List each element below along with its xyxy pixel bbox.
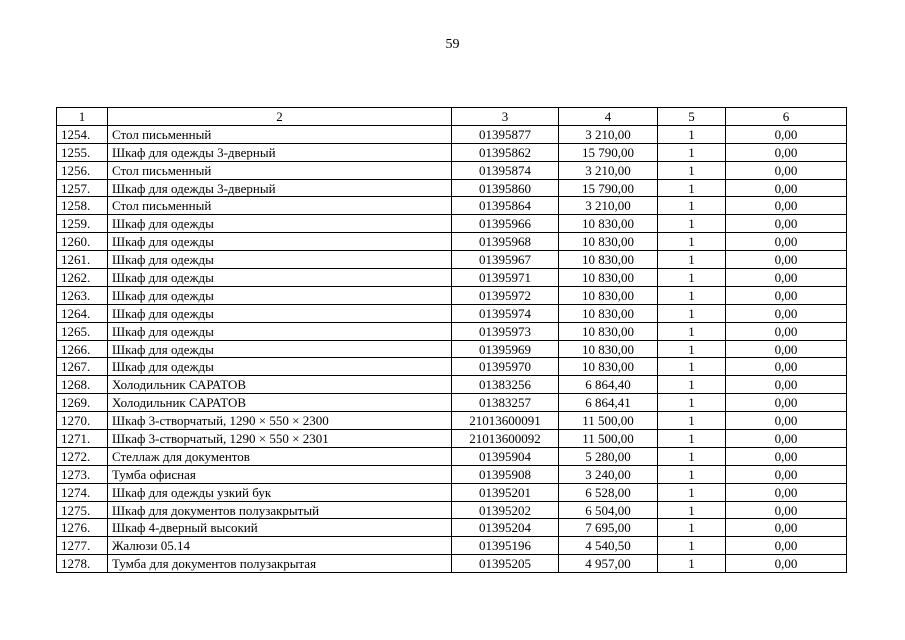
inventory-code-cell: 21013600092 bbox=[452, 430, 559, 448]
quantity-cell: 1 bbox=[658, 376, 726, 394]
row-number-cell: 1260. bbox=[57, 233, 108, 251]
item-name-cell: Шкаф для одежды 3-дверный bbox=[108, 143, 452, 161]
row-number-cell: 1272. bbox=[57, 447, 108, 465]
price-cell: 3 210,00 bbox=[559, 197, 658, 215]
row-number-cell: 1273. bbox=[57, 465, 108, 483]
residual-value-cell: 0,00 bbox=[726, 269, 847, 287]
header-col-5: 5 bbox=[658, 108, 726, 126]
row-number-cell: 1263. bbox=[57, 286, 108, 304]
quantity-cell: 1 bbox=[658, 286, 726, 304]
row-number-cell: 1268. bbox=[57, 376, 108, 394]
quantity-cell: 1 bbox=[658, 269, 726, 287]
row-number-cell: 1262. bbox=[57, 269, 108, 287]
price-cell: 10 830,00 bbox=[559, 322, 658, 340]
price-cell: 4 540,50 bbox=[559, 537, 658, 555]
price-cell: 6 864,40 bbox=[559, 376, 658, 394]
quantity-cell: 1 bbox=[658, 215, 726, 233]
table-header-row bbox=[57, 108, 847, 126]
item-name-cell: Шкаф для одежды bbox=[108, 269, 452, 287]
residual-value-cell: 0,00 bbox=[726, 430, 847, 448]
table-row bbox=[57, 501, 847, 519]
table-row bbox=[57, 286, 847, 304]
row-number-cell: 1267. bbox=[57, 358, 108, 376]
quantity-cell: 1 bbox=[658, 143, 726, 161]
price-cell: 3 210,00 bbox=[559, 125, 658, 143]
inventory-code-cell: 01395860 bbox=[452, 179, 559, 197]
price-cell: 11 500,00 bbox=[559, 430, 658, 448]
inventory-code-cell: 01395973 bbox=[452, 322, 559, 340]
inventory-code-cell: 01395908 bbox=[452, 465, 559, 483]
page-number: 59 bbox=[445, 37, 460, 52]
inventory-code-cell: 01395204 bbox=[452, 519, 559, 537]
price-cell: 6 528,00 bbox=[559, 483, 658, 501]
item-name-cell: Шкаф 3-створчатый, 1290 × 550 × 2300 bbox=[108, 412, 452, 430]
inventory-code-cell: 21013600091 bbox=[452, 412, 559, 430]
inventory-code-cell: 01395874 bbox=[452, 161, 559, 179]
quantity-cell: 1 bbox=[658, 251, 726, 269]
table-row bbox=[57, 537, 847, 555]
residual-value-cell: 0,00 bbox=[726, 501, 847, 519]
price-cell: 3 210,00 bbox=[559, 161, 658, 179]
item-name-cell: Шкаф для документов полузакрытый bbox=[108, 501, 452, 519]
table-row bbox=[57, 233, 847, 251]
inventory-code-cell: 01395196 bbox=[452, 537, 559, 555]
residual-value-cell: 0,00 bbox=[726, 322, 847, 340]
item-name-cell: Тумба офисная bbox=[108, 465, 452, 483]
row-number-cell: 1277. bbox=[57, 537, 108, 555]
residual-value-cell: 0,00 bbox=[726, 465, 847, 483]
item-name-cell: Шкаф для одежды bbox=[108, 286, 452, 304]
quantity-cell: 1 bbox=[658, 501, 726, 519]
item-name-cell: Шкаф для одежды bbox=[108, 304, 452, 322]
row-number-cell: 1271. bbox=[57, 430, 108, 448]
residual-value-cell: 0,00 bbox=[726, 519, 847, 537]
row-number-cell: 1275. bbox=[57, 501, 108, 519]
table-row bbox=[57, 143, 847, 161]
header-col-1: 1 bbox=[57, 108, 108, 126]
quantity-cell: 1 bbox=[658, 340, 726, 358]
table-body bbox=[57, 125, 847, 572]
inventory-code-cell: 01383256 bbox=[452, 376, 559, 394]
quantity-cell: 1 bbox=[658, 304, 726, 322]
quantity-cell: 1 bbox=[658, 465, 726, 483]
residual-value-cell: 0,00 bbox=[726, 340, 847, 358]
price-cell: 10 830,00 bbox=[559, 269, 658, 287]
item-name-cell: Жалюзи 05.14 bbox=[108, 537, 452, 555]
row-number-cell: 1259. bbox=[57, 215, 108, 233]
inventory-code-cell: 01395202 bbox=[452, 501, 559, 519]
inventory-code-cell: 01395968 bbox=[452, 233, 559, 251]
table-row bbox=[57, 251, 847, 269]
price-cell: 10 830,00 bbox=[559, 251, 658, 269]
inventory-code-cell: 01395904 bbox=[452, 447, 559, 465]
price-cell: 7 695,00 bbox=[559, 519, 658, 537]
row-number-cell: 1276. bbox=[57, 519, 108, 537]
inventory-code-cell: 01395862 bbox=[452, 143, 559, 161]
table-row bbox=[57, 465, 847, 483]
item-name-cell: Холодильник САРАТОВ bbox=[108, 394, 452, 412]
row-number-cell: 1265. bbox=[57, 322, 108, 340]
inventory-code-cell: 01395971 bbox=[452, 269, 559, 287]
price-cell: 11 500,00 bbox=[559, 412, 658, 430]
row-number-cell: 1254. bbox=[57, 125, 108, 143]
residual-value-cell: 0,00 bbox=[726, 233, 847, 251]
inventory-table bbox=[56, 107, 847, 573]
table-row bbox=[57, 376, 847, 394]
row-number-cell: 1269. bbox=[57, 394, 108, 412]
quantity-cell: 1 bbox=[658, 555, 726, 573]
price-cell: 10 830,00 bbox=[559, 215, 658, 233]
quantity-cell: 1 bbox=[658, 161, 726, 179]
residual-value-cell: 0,00 bbox=[726, 251, 847, 269]
table-row bbox=[57, 215, 847, 233]
residual-value-cell: 0,00 bbox=[726, 447, 847, 465]
item-name-cell: Шкаф 4-дверный высокий bbox=[108, 519, 452, 537]
inventory-code-cell: 01395969 bbox=[452, 340, 559, 358]
residual-value-cell: 0,00 bbox=[726, 358, 847, 376]
inventory-code-cell: 01395864 bbox=[452, 197, 559, 215]
residual-value-cell: 0,00 bbox=[726, 537, 847, 555]
quantity-cell: 1 bbox=[658, 197, 726, 215]
residual-value-cell: 0,00 bbox=[726, 483, 847, 501]
residual-value-cell: 0,00 bbox=[726, 179, 847, 197]
table-row bbox=[57, 555, 847, 573]
price-cell: 15 790,00 bbox=[559, 179, 658, 197]
residual-value-cell: 0,00 bbox=[726, 412, 847, 430]
table-row bbox=[57, 179, 847, 197]
residual-value-cell: 0,00 bbox=[726, 394, 847, 412]
price-cell: 6 864,41 bbox=[559, 394, 658, 412]
row-number-cell: 1255. bbox=[57, 143, 108, 161]
table-row bbox=[57, 430, 847, 448]
header-col-2: 2 bbox=[108, 108, 452, 126]
item-name-cell: Шкаф 3-створчатый, 1290 × 550 × 2301 bbox=[108, 430, 452, 448]
item-name-cell: Тумба для документов полузакрытая bbox=[108, 555, 452, 573]
price-cell: 10 830,00 bbox=[559, 286, 658, 304]
item-name-cell: Шкаф для одежды bbox=[108, 358, 452, 376]
quantity-cell: 1 bbox=[658, 125, 726, 143]
inventory-code-cell: 01395967 bbox=[452, 251, 559, 269]
table-row bbox=[57, 412, 847, 430]
item-name-cell: Шкаф для одежды bbox=[108, 215, 452, 233]
table-row bbox=[57, 519, 847, 537]
item-name-cell: Холодильник САРАТОВ bbox=[108, 376, 452, 394]
quantity-cell: 1 bbox=[658, 447, 726, 465]
residual-value-cell: 0,00 bbox=[726, 286, 847, 304]
quantity-cell: 1 bbox=[658, 322, 726, 340]
price-cell: 4 957,00 bbox=[559, 555, 658, 573]
inventory-code-cell: 01383257 bbox=[452, 394, 559, 412]
quantity-cell: 1 bbox=[658, 483, 726, 501]
header-col-3: 3 bbox=[452, 108, 559, 126]
item-name-cell: Стол письменный bbox=[108, 197, 452, 215]
header-col-4: 4 bbox=[559, 108, 658, 126]
residual-value-cell: 0,00 bbox=[726, 197, 847, 215]
row-number-cell: 1258. bbox=[57, 197, 108, 215]
price-cell: 6 504,00 bbox=[559, 501, 658, 519]
table-row bbox=[57, 304, 847, 322]
residual-value-cell: 0,00 bbox=[726, 143, 847, 161]
row-number-cell: 1278. bbox=[57, 555, 108, 573]
residual-value-cell: 0,00 bbox=[726, 161, 847, 179]
header-col-6: 6 bbox=[726, 108, 847, 126]
item-name-cell: Шкаф для одежды bbox=[108, 322, 452, 340]
table-row bbox=[57, 161, 847, 179]
row-number-cell: 1270. bbox=[57, 412, 108, 430]
table-row bbox=[57, 125, 847, 143]
quantity-cell: 1 bbox=[658, 358, 726, 376]
item-name-cell: Шкаф для одежды bbox=[108, 251, 452, 269]
quantity-cell: 1 bbox=[658, 519, 726, 537]
price-cell: 10 830,00 bbox=[559, 358, 658, 376]
table-row bbox=[57, 197, 847, 215]
table-row bbox=[57, 358, 847, 376]
inventory-code-cell: 01395966 bbox=[452, 215, 559, 233]
row-number-cell: 1256. bbox=[57, 161, 108, 179]
price-cell: 10 830,00 bbox=[559, 304, 658, 322]
table-row bbox=[57, 322, 847, 340]
quantity-cell: 1 bbox=[658, 537, 726, 555]
price-cell: 15 790,00 bbox=[559, 143, 658, 161]
table-row bbox=[57, 269, 847, 287]
price-cell: 3 240,00 bbox=[559, 465, 658, 483]
inventory-code-cell: 01395205 bbox=[452, 555, 559, 573]
quantity-cell: 1 bbox=[658, 233, 726, 251]
inventory-code-cell: 01395201 bbox=[452, 483, 559, 501]
quantity-cell: 1 bbox=[658, 179, 726, 197]
table-row bbox=[57, 340, 847, 358]
price-cell: 5 280,00 bbox=[559, 447, 658, 465]
item-name-cell: Стол письменный bbox=[108, 161, 452, 179]
residual-value-cell: 0,00 bbox=[726, 125, 847, 143]
inventory-code-cell: 01395972 bbox=[452, 286, 559, 304]
residual-value-cell: 0,00 bbox=[726, 215, 847, 233]
item-name-cell: Стол письменный bbox=[108, 125, 452, 143]
price-cell: 10 830,00 bbox=[559, 340, 658, 358]
row-number-cell: 1261. bbox=[57, 251, 108, 269]
item-name-cell: Шкаф для одежды bbox=[108, 233, 452, 251]
item-name-cell: Шкаф для одежды узкий бук bbox=[108, 483, 452, 501]
inventory-code-cell: 01395970 bbox=[452, 358, 559, 376]
quantity-cell: 1 bbox=[658, 394, 726, 412]
table-row bbox=[57, 447, 847, 465]
table-row bbox=[57, 394, 847, 412]
inventory-code-cell: 01395974 bbox=[452, 304, 559, 322]
residual-value-cell: 0,00 bbox=[726, 555, 847, 573]
item-name-cell: Шкаф для одежды 3-дверный bbox=[108, 179, 452, 197]
quantity-cell: 1 bbox=[658, 412, 726, 430]
row-number-cell: 1264. bbox=[57, 304, 108, 322]
table-row bbox=[57, 483, 847, 501]
price-cell: 10 830,00 bbox=[559, 233, 658, 251]
row-number-cell: 1274. bbox=[57, 483, 108, 501]
quantity-cell: 1 bbox=[658, 430, 726, 448]
residual-value-cell: 0,00 bbox=[726, 304, 847, 322]
item-name-cell: Шкаф для одежды bbox=[108, 340, 452, 358]
item-name-cell: Стеллаж для документов bbox=[108, 447, 452, 465]
inventory-code-cell: 01395877 bbox=[452, 125, 559, 143]
row-number-cell: 1266. bbox=[57, 340, 108, 358]
row-number-cell: 1257. bbox=[57, 179, 108, 197]
residual-value-cell: 0,00 bbox=[726, 376, 847, 394]
